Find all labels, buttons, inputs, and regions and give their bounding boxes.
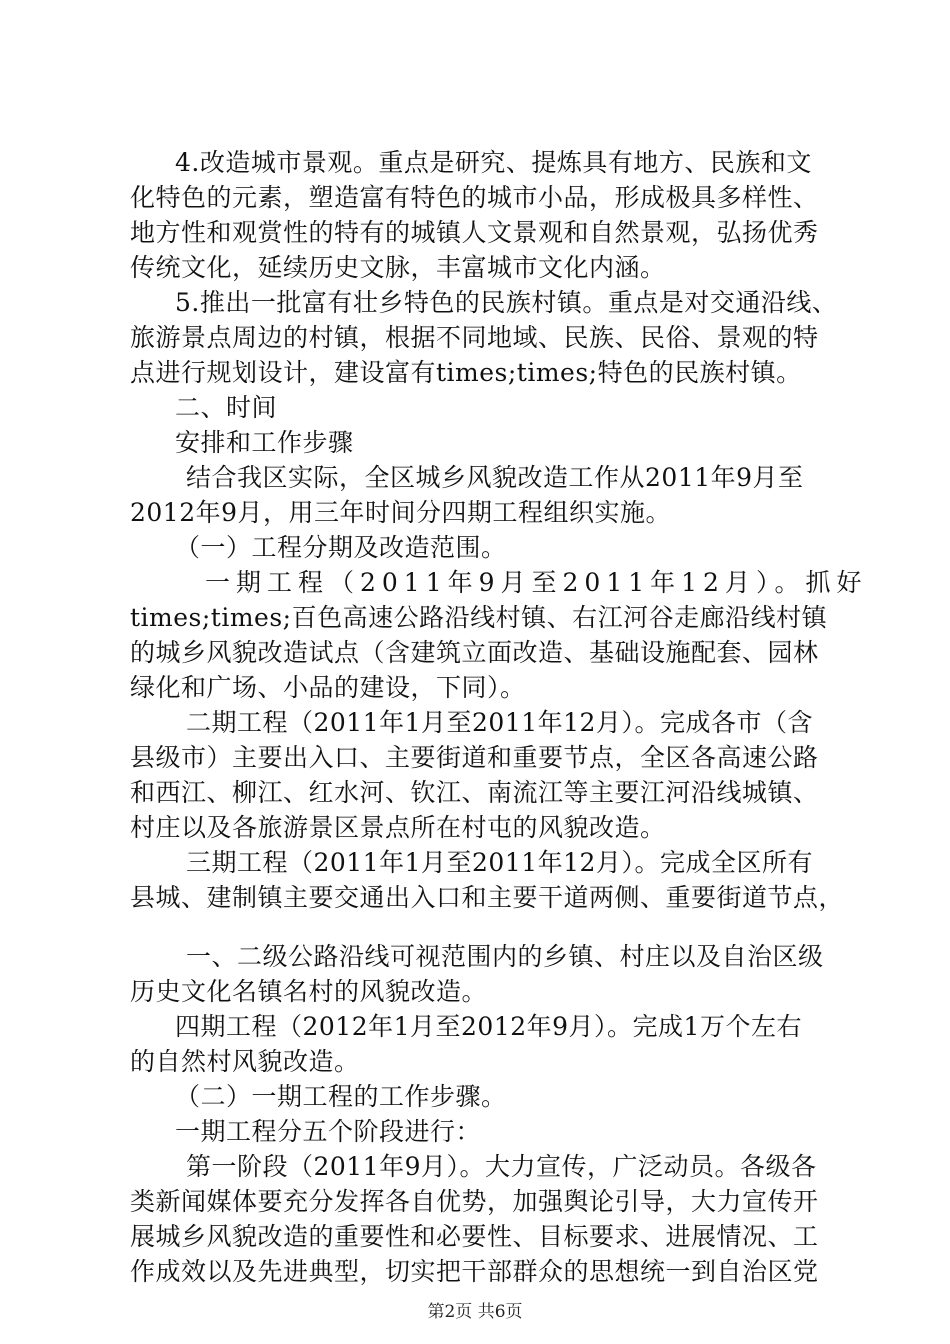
paragraph-line: 县城、建制镇主要交通出入口和主要干道两侧、重要街道节点， xyxy=(130,883,845,912)
subsection-heading: （一）工程分期及改造范围。 xyxy=(175,533,507,562)
paragraph-line: 4.改造城市景观。重点是研究、提炼具有地方、民族和文 xyxy=(175,148,812,177)
paragraph-line: 作成效以及先进典型，切实把干部群众的思想统一到自治区党 xyxy=(130,1257,819,1286)
paragraph-line: 村庄以及各旅游景区景点所在村屯的风貌改造。 xyxy=(130,813,666,842)
paragraph-line: 展城乡风貌改造的重要性和必要性、目标要求、进展情况、工 xyxy=(130,1222,819,1251)
paragraph-line: 点进行规划设计，建设富有times;times;特色的民族村镇。 xyxy=(130,358,802,387)
paragraph-line: 和西江、柳江、红水河、钦江、南流江等主要江河沿线城镇、 xyxy=(130,778,819,807)
subsection-heading: （二）一期工程的工作步骤。 xyxy=(175,1082,507,1111)
paragraph-line: 结合我区实际，全区城乡风貌改造工作从2011年9月至 xyxy=(186,463,804,492)
section-heading: 安排和工作步骤 xyxy=(175,428,354,457)
paragraph-line: 一、二级公路沿线可视范围内的乡镇、村庄以及自治区级 xyxy=(186,942,824,971)
paragraph-line: 的城乡风貌改造试点（含建筑立面改造、基础设施配套、园林 xyxy=(130,638,819,667)
paragraph-line: 四期工程（2012年1月至2012年9月）。完成1万个左右 xyxy=(175,1012,802,1041)
paragraph-line: 二期工程（2011年1月至2011年12月）。完成各市（含 xyxy=(186,708,813,737)
section-heading: 二、时间 xyxy=(175,393,278,422)
paragraph-line: 化特色的元素，塑造富有特色的城市小品，形成极具多样性、 xyxy=(130,183,819,212)
paragraph-line: 2012年9月，用三年时间分四期工程组织实施。 xyxy=(130,498,672,527)
paragraph-line: 的自然村风貌改造。 xyxy=(130,1047,360,1076)
paragraph-line: times;times;百色高速公路沿线村镇、右江河谷走廊沿线村镇 xyxy=(130,603,828,632)
paragraph-line: 传统文化，延续历史文脉，丰富城市文化内涵。 xyxy=(130,253,666,282)
paragraph-line: 县级市）主要出入口、主要街道和重要节点，全区各高速公路 xyxy=(130,743,819,772)
paragraph-line: 绿化和广场、小品的建设，下同）。 xyxy=(130,673,526,702)
paragraph-line: 地方性和观赏性的特有的城镇人文景观和自然景观，弘扬优秀 xyxy=(130,218,819,247)
paragraph-line: 旅游景点周边的村镇，根据不同地域、民族、民俗、景观的特 xyxy=(130,323,819,352)
paragraph-line: 三期工程（2011年1月至2011年12月）。完成全区所有 xyxy=(186,848,813,877)
paragraph-line: 历史文化名镇名村的风貌改造。 xyxy=(130,977,488,1006)
paragraph-line: 第一阶段（2011年9月）。大力宣传，广泛动员。各级各 xyxy=(186,1152,817,1181)
page-footer: 第2页 共6页 xyxy=(427,1302,523,1322)
paragraph-line: 一期工程（2011年9月至2011年12月）。抓好 xyxy=(205,568,868,597)
paragraph-line: 5.推出一批富有壮乡特色的民族村镇。重点是对交通沿线、 xyxy=(175,288,838,317)
paragraph-line: 一期工程分五个阶段进行： xyxy=(175,1117,482,1146)
paragraph-line: 类新闻媒体要充分发挥各自优势，加强舆论引导，大力宣传开 xyxy=(130,1187,819,1216)
